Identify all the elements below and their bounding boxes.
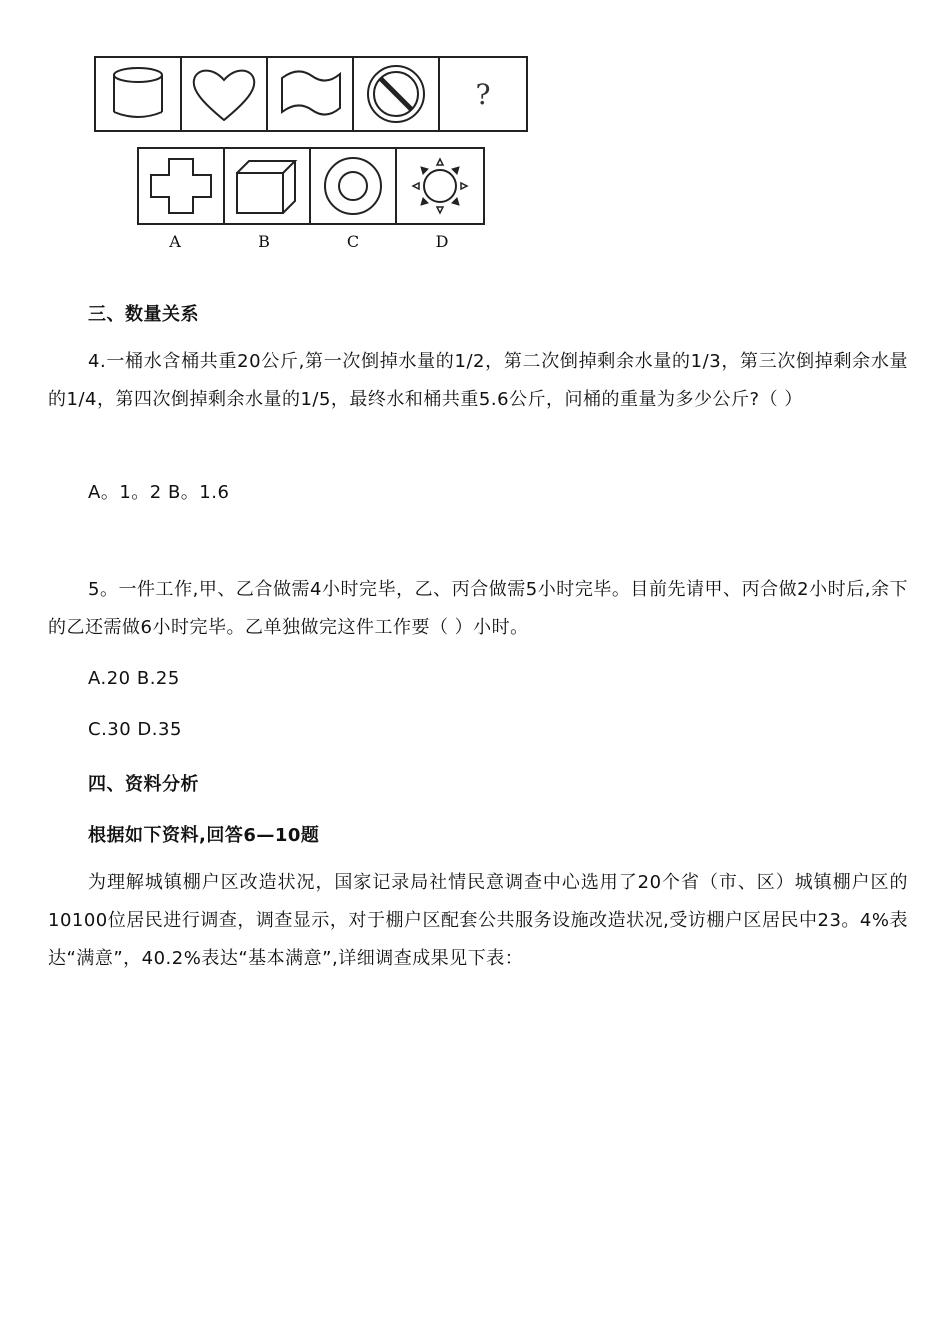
- cube-icon: [225, 149, 309, 223]
- figure-cell-cylinder: [94, 56, 182, 132]
- prohibition-sign-icon: [354, 58, 438, 130]
- figure-cell-question: [438, 56, 528, 132]
- sun-icon: [397, 149, 483, 223]
- option-a-cell: [137, 147, 225, 225]
- option-label-c: C: [346, 232, 360, 251]
- section3-heading: 三、数量关系: [88, 304, 199, 325]
- option-b-cell: [223, 147, 311, 225]
- question-5-options-cd: C.30 D.35: [88, 719, 182, 740]
- option-d-cell: [395, 147, 485, 225]
- figure-options-row: [137, 147, 485, 225]
- concentric-circles-icon: [311, 149, 395, 223]
- question-4-text: 4.一桶水含桶共重20公斤,第一次倒掉水量的1/2，第二次倒掉剩余水量的1/3，第三次倒掉剩余水量的1/4，第四次倒掉剩余水量的1/5，最终水和桶共重5.6公斤，问桶的重量为多少公斤?（ ）: [48, 351, 908, 410]
- option-label-b: B: [258, 232, 270, 251]
- question-5-text: 5。一件工作,甲、乙合做需4小时完毕，乙、丙合做需5小时完毕。目前先请甲、丙合做2小时后,余下的乙还需做6小时完毕。乙单独做完这件工作要（ ）小时。: [48, 579, 908, 638]
- option-label-a: A: [169, 232, 181, 251]
- figure-cell-flag: [266, 56, 354, 132]
- heart-icon: [182, 58, 266, 130]
- question-4-options: A。1。2 B。1.6: [88, 482, 230, 503]
- option-label-d: D: [435, 232, 449, 251]
- figure-sequence-row: [94, 56, 528, 132]
- section4-paragraph: 为理解城镇棚户区改造状况，国家记录局社情民意调查中心选用了20个省（市、区）城镇棚户区的10100位居民进行调查，调查显示，对于棚户区配套公共服务设施改造状况,受访棚户区居民中23。4%表达“满意”，40.2%表达“基本满意”,详细调查成果见下表：: [48, 872, 908, 969]
- section4-subheading: 根据如下资料,回答6—10题: [88, 825, 320, 846]
- question-mark: ?: [475, 77, 491, 111]
- figure-cell-heart: [180, 56, 268, 132]
- option-c-cell: [309, 147, 397, 225]
- flag-icon: [268, 58, 352, 130]
- question-5-options-ab: A.20 B.25: [88, 668, 180, 689]
- cross-icon: [139, 149, 223, 223]
- cylinder-icon: [96, 58, 180, 130]
- section4-heading: 四、资料分析: [88, 774, 199, 795]
- figure-cell-prohibition: [352, 56, 440, 132]
